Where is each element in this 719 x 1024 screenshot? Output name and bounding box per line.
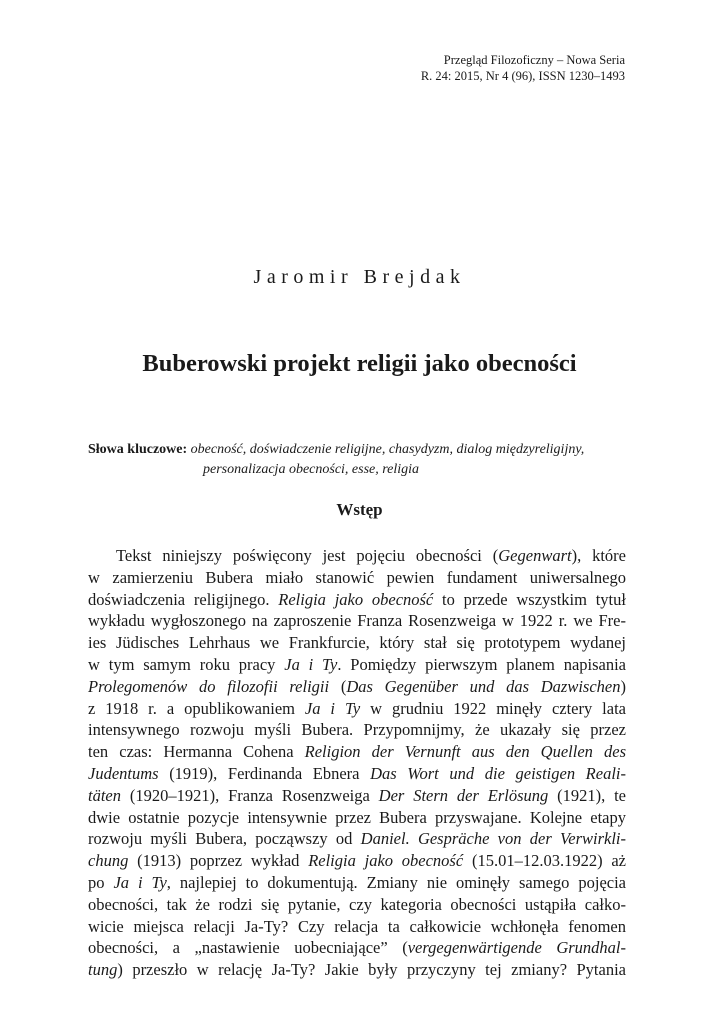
paragraph-line (88, 567, 626, 589)
keywords-block (88, 440, 628, 480)
author-name: Jaromir Brejdak (253, 266, 466, 288)
text-segment: (1919), Ferdinanda Ebnera (158, 763, 371, 783)
text-segment: wicie miejsca relacji Ja-Ty? Czy relacja ta całkowicie wchłonęła fenomen (88, 916, 626, 936)
section-heading: Wstęp (336, 500, 383, 519)
italic-segment: Das Gegenüber und das Dazwischen (346, 676, 621, 696)
paragraph-line (88, 719, 626, 741)
text-segment: wykładu wygłoszonego na zaproszenie Franza Rosenzweiga w 1922 r. we Fre- (88, 611, 626, 631)
italic-segment: Religion der Vernunft aus den Quellen des (304, 742, 626, 762)
text-segment: po (88, 872, 114, 892)
italic-segment: Der Stern der Erlösung (378, 785, 549, 805)
italic-segment: Daniel. Gespräche von der Verwirkli- (360, 829, 626, 849)
paragraph-line (88, 676, 626, 698)
text-segment: z 1918 r. a opublikowaniem (88, 698, 305, 718)
paragraph-line (88, 916, 626, 938)
keywords-line-2: personalizacja obecności, esse, religia (203, 462, 420, 477)
text-segment: ies Jüdisches Lehrhaus we Frankfurcie, który stał się prototypem wydanej (88, 633, 626, 653)
italic-segment: Ja i Ty (304, 698, 361, 718)
text-segment: (1920–1921), Franza Rosenzweiga (121, 785, 379, 805)
italic-segment: Das Wort und die geistigen Reali- (370, 763, 626, 783)
paragraph-line (88, 610, 626, 632)
text-segment: ), które (571, 546, 626, 565)
italic-segment: Ja i Ty (113, 872, 167, 892)
text-segment: doświadczenia religijnego. (88, 589, 279, 609)
italic-segment: Religia jako obecność (308, 851, 464, 871)
paragraph-line (88, 894, 626, 916)
paragraph-line (88, 654, 626, 676)
text-segment: ) przeszło w relację Ja-Ty? Jakie były przyczyny tej zmiany? Pytania (117, 960, 626, 980)
text-segment: dwie ostatnie pozycje intensywnie przez Bubera przyswajane. Kolejne etapy (88, 807, 626, 827)
text-segment: to przede wszystkim tytuł (433, 589, 626, 609)
italic-segment: vergegenwärtigende Grundhal- (407, 938, 626, 958)
text-segment: intensywnego rozwoju myśli Bubera. Przypomnijmy, że ukazały się przez (88, 720, 626, 740)
paragraph-line (88, 872, 626, 894)
italic-segment: tung (88, 960, 118, 980)
paragraph-line (88, 959, 626, 981)
text-segment: ten czas: Hermanna Cohena (88, 742, 305, 762)
paragraph-line (88, 545, 626, 567)
text-segment: rozwoju myśli Bubera, począwszy od (88, 829, 361, 849)
italic-segment: Prolegomenów do filozofii religii (88, 676, 330, 696)
paragraph-line (88, 785, 626, 807)
journal-issue: R. 24: 2015, Nr 4 (96), ISSN 1230–1493 (420, 69, 625, 83)
paragraph-line (88, 937, 626, 959)
keywords-line-1: obecność, doświadczenie religijne, chasydyzm, dialog międzyreligijny, (190, 442, 585, 457)
text-segment: , najlepiej to dokumentują. Zmiany nie ominęły samego pojęcia (166, 872, 626, 892)
paragraph-line (88, 632, 626, 654)
italic-segment: Gegenwart (498, 546, 572, 565)
paragraph-line (88, 698, 626, 720)
paragraph-line (88, 828, 626, 850)
text-segment: (15.01–12.03.1922) aż (463, 851, 626, 871)
text-segment: w grudniu 1922 minęły cztery lata (360, 698, 626, 718)
keywords-label: Słowa kluczowe: (88, 442, 188, 457)
journal-header (421, 52, 625, 84)
text-segment: . Pomiędzy pierwszym planem napisania (337, 654, 627, 674)
italic-segment: täten (88, 785, 121, 805)
text-segment: obecności, a „nastawienie uobecniające” ( (88, 938, 408, 958)
text-segment: (1921), te (548, 785, 626, 805)
italic-segment: chung (88, 851, 129, 871)
italic-segment: Ja i Ty (284, 654, 338, 674)
italic-segment: Judentums (88, 763, 159, 783)
body-paragraph (88, 545, 626, 981)
text-segment: obecności, tak że rodzi się pytanie, czy kategoria obecności ustąpiła całko- (88, 894, 626, 914)
paragraph-line (88, 589, 626, 611)
article-title: Buberowski projekt religii jako obecności (142, 350, 577, 377)
paragraph-line (88, 763, 626, 785)
text-segment: w tym samym roku pracy (88, 654, 285, 674)
paragraph-line (88, 807, 626, 829)
paragraph-line (88, 741, 626, 763)
text-segment: ) (620, 676, 626, 696)
paragraph-line (88, 850, 626, 872)
text-segment: ( (329, 676, 347, 696)
text-segment: (1913) poprzez wykład (128, 851, 309, 871)
journal-title: Przegląd Filozoficzny – Nowa Seria (443, 53, 625, 67)
text-segment: Tekst niniejszy poświęcony jest pojęciu obecności ( (116, 546, 499, 565)
text-segment: w zamierzeniu Bubera miało stanowić pewien fundament uniwersalnego (88, 567, 626, 587)
italic-segment: Religia jako obecność (278, 589, 434, 609)
